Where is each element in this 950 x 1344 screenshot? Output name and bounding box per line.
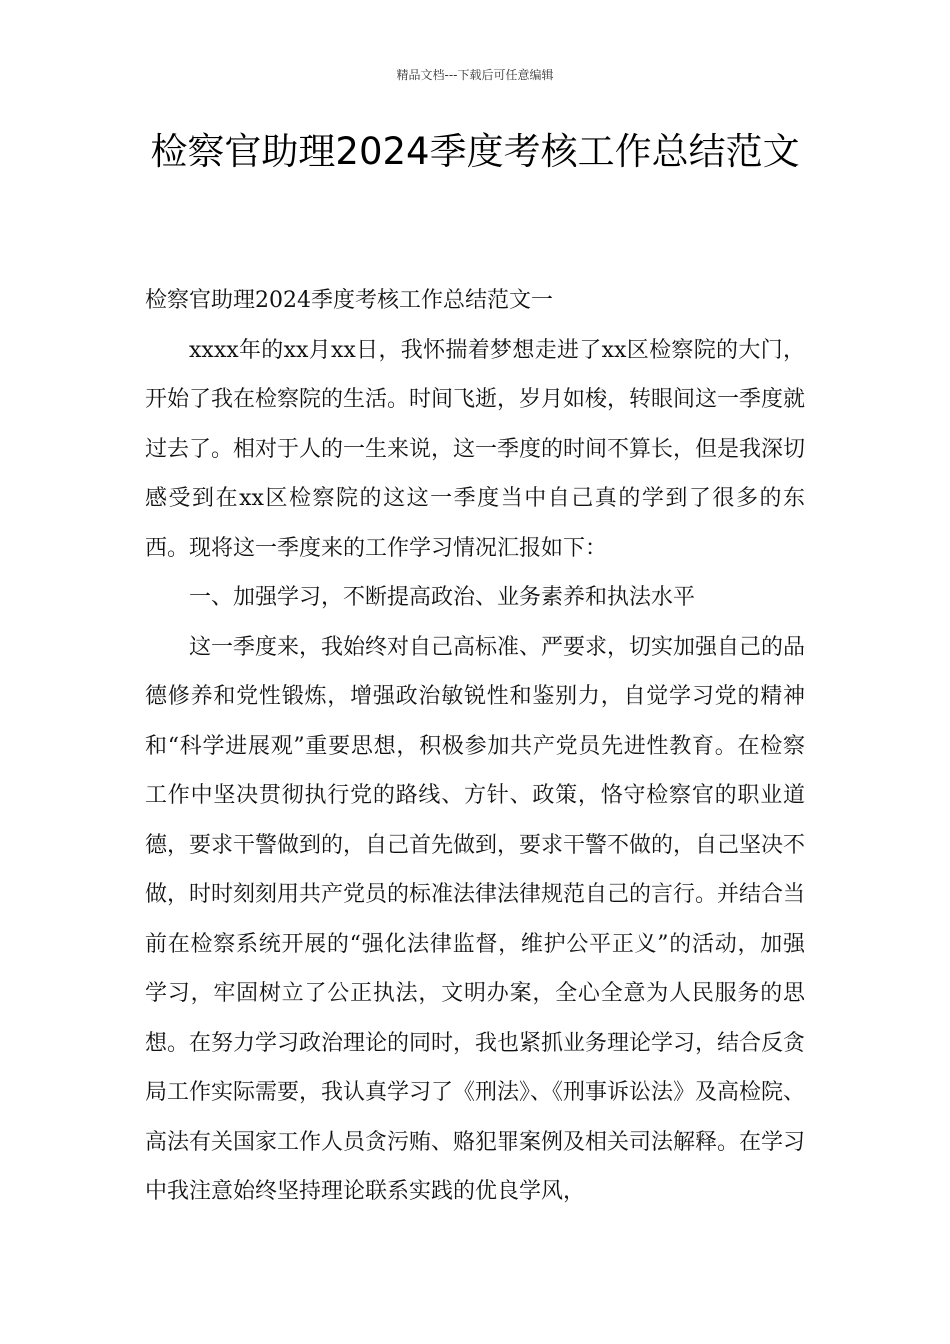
paragraph-subtitle: 检察官助理2024季度考核工作总结范文一 <box>145 288 553 313</box>
section-heading: 一、加强学习，不断提高政治、业务素养和执法水平 <box>189 585 696 610</box>
document-title: 检察官助理2024季度考核工作总结范文 <box>150 130 800 173</box>
paragraph-intro: xxxx年的xx月xx日，我怀揣着梦想走进了xx区检察院的大门，开始了我在检察院的生活。时间飞逝，岁月如梭，转眼间这一季度就过去了。相对于人的一生来说，这一季度的时间不算长，但是我深切感受到在xx区检察院的这这一季度当中自己真的学到了很多的东西。现将这一季度来的工作学习情况汇报如下： <box>145 337 806 561</box>
document-body <box>145 276 805 1217</box>
paragraph-section-one: 这一季度来，我始终对自己高标准、严要求，切实加强自己的品德修养和党性锻炼，增强政治敏锐性和鉴别力，自觉学习党的精神和“科学进展观”重要思想，积极参加共产党员先进性教育。在检察工作中坚决贯彻执行党的路线、方针、政策，恪守检察官的职业道德，要求干警做到的，自己首先做到，要求干警不做的，自己坚决不做，时时刻刻用共产党员的标准法律法律规范自己的言行。并结合当前在检察系统开展的“强化法律监督，维护公平正义”的活动，加强学习，牢固树立了公正执法，文明办案，全心全意为人民服务的思想。在努力学习政治理论的同时，我也紧抓业务理论学习，结合反贪局工作实际需要，我认真学习了《刑法》、《刑事诉讼法》及高检院、高法有关国家工作人员贪污贿、赂犯罪案例及相关司法解释。在学习中我注意始终坚持理论联系实践的优良学风， <box>145 634 806 1204</box>
header-note: 精品文档---下载后可任意编辑 <box>396 68 554 82</box>
